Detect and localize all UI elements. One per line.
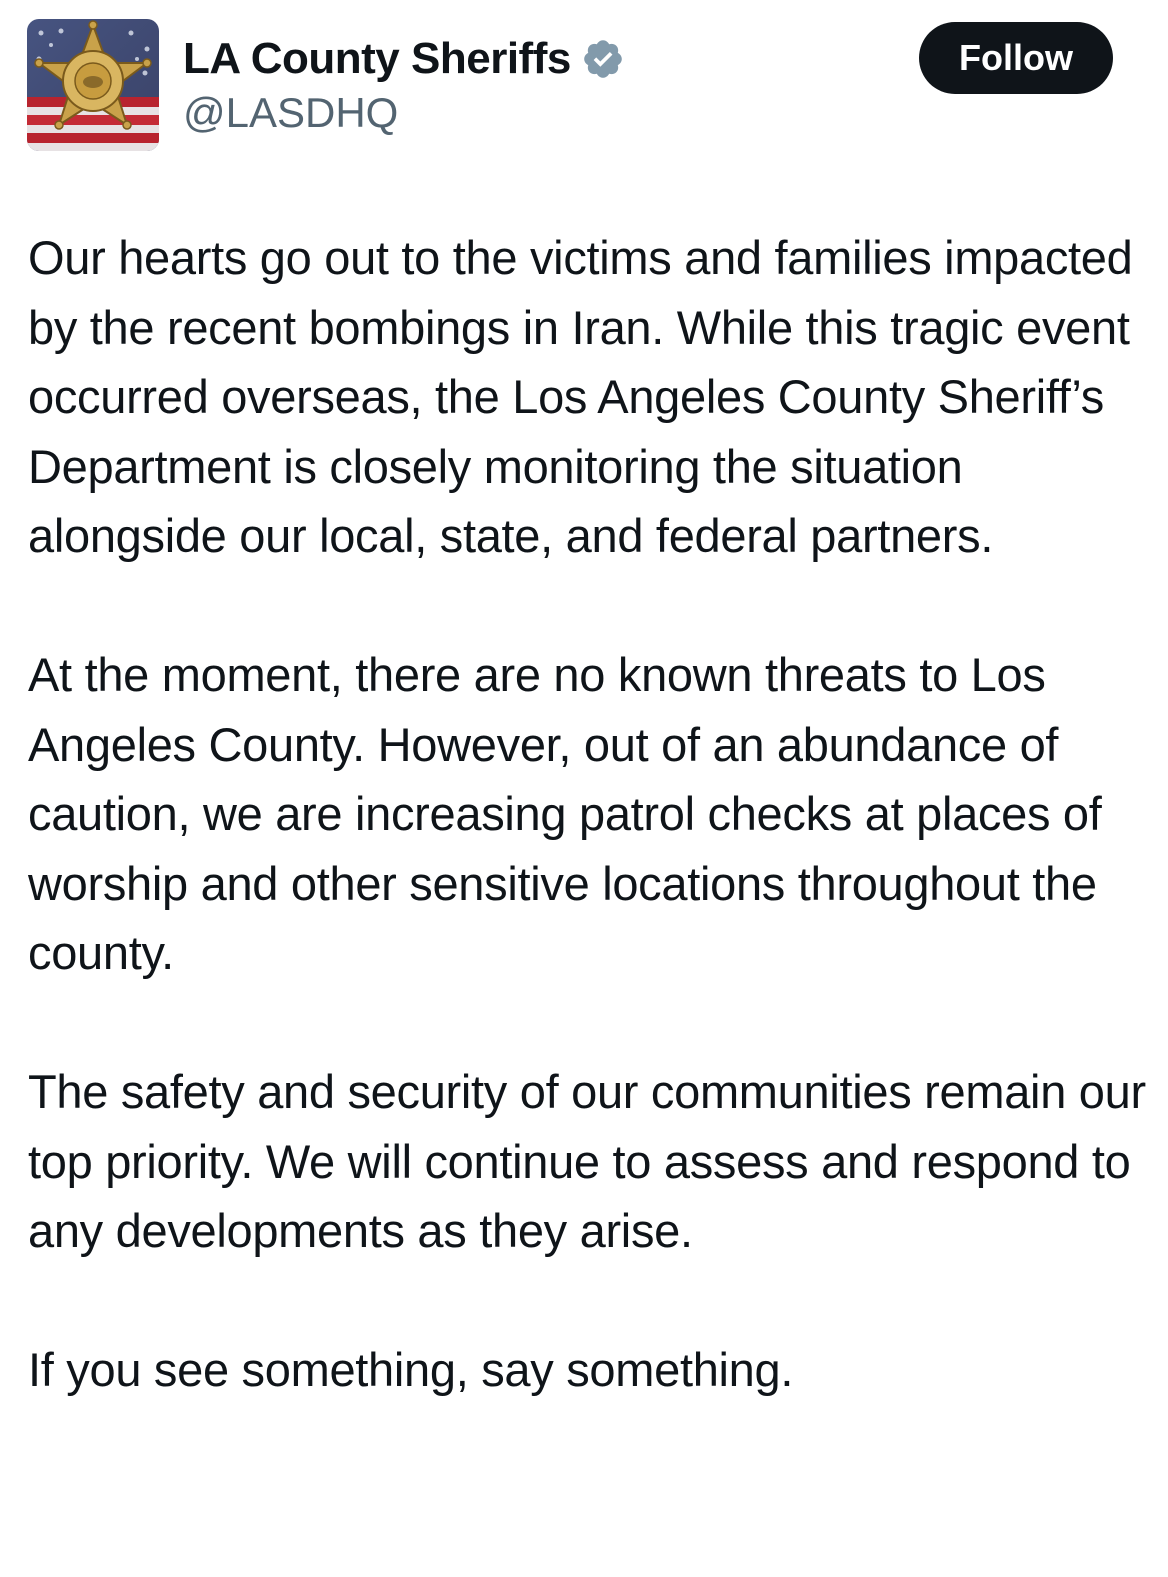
follow-button[interactable]: Follow (919, 22, 1113, 94)
account-identity (183, 33, 625, 137)
tweet-header (27, 19, 1113, 151)
name-row (183, 33, 625, 85)
display-name[interactable]: LA County Sheriffs (183, 34, 571, 83)
account-handle[interactable]: @LASDHQ (183, 89, 399, 136)
sheriff-star-badge-icon (27, 19, 159, 151)
verified-badge-icon[interactable] (581, 37, 625, 81)
tweet-paragraph-1: Our hearts go out to the victims and families impacted by the recent bombings in Iran. While this tragic event occurred overseas, the Los Angeles County Sheriff’s Department is closely monitoring the situation alongside our local, state, and federal partners. (28, 231, 1133, 562)
avatar[interactable] (27, 19, 159, 151)
tweet-paragraph-2: At the moment, there are no known threats to Los Angeles County. However, out of an abundance of caution, we are increasing patrol checks at places of worship and other sensitive locations throughout the county. (28, 648, 1102, 979)
tweet-paragraph-4: If you see something, say something. (28, 1343, 794, 1396)
tweet-paragraph-3: The safety and security of our communities remain our top priority. We will continue to assess and respond to any developments as they arise. (28, 1065, 1146, 1257)
tweet-text (28, 223, 1148, 1405)
